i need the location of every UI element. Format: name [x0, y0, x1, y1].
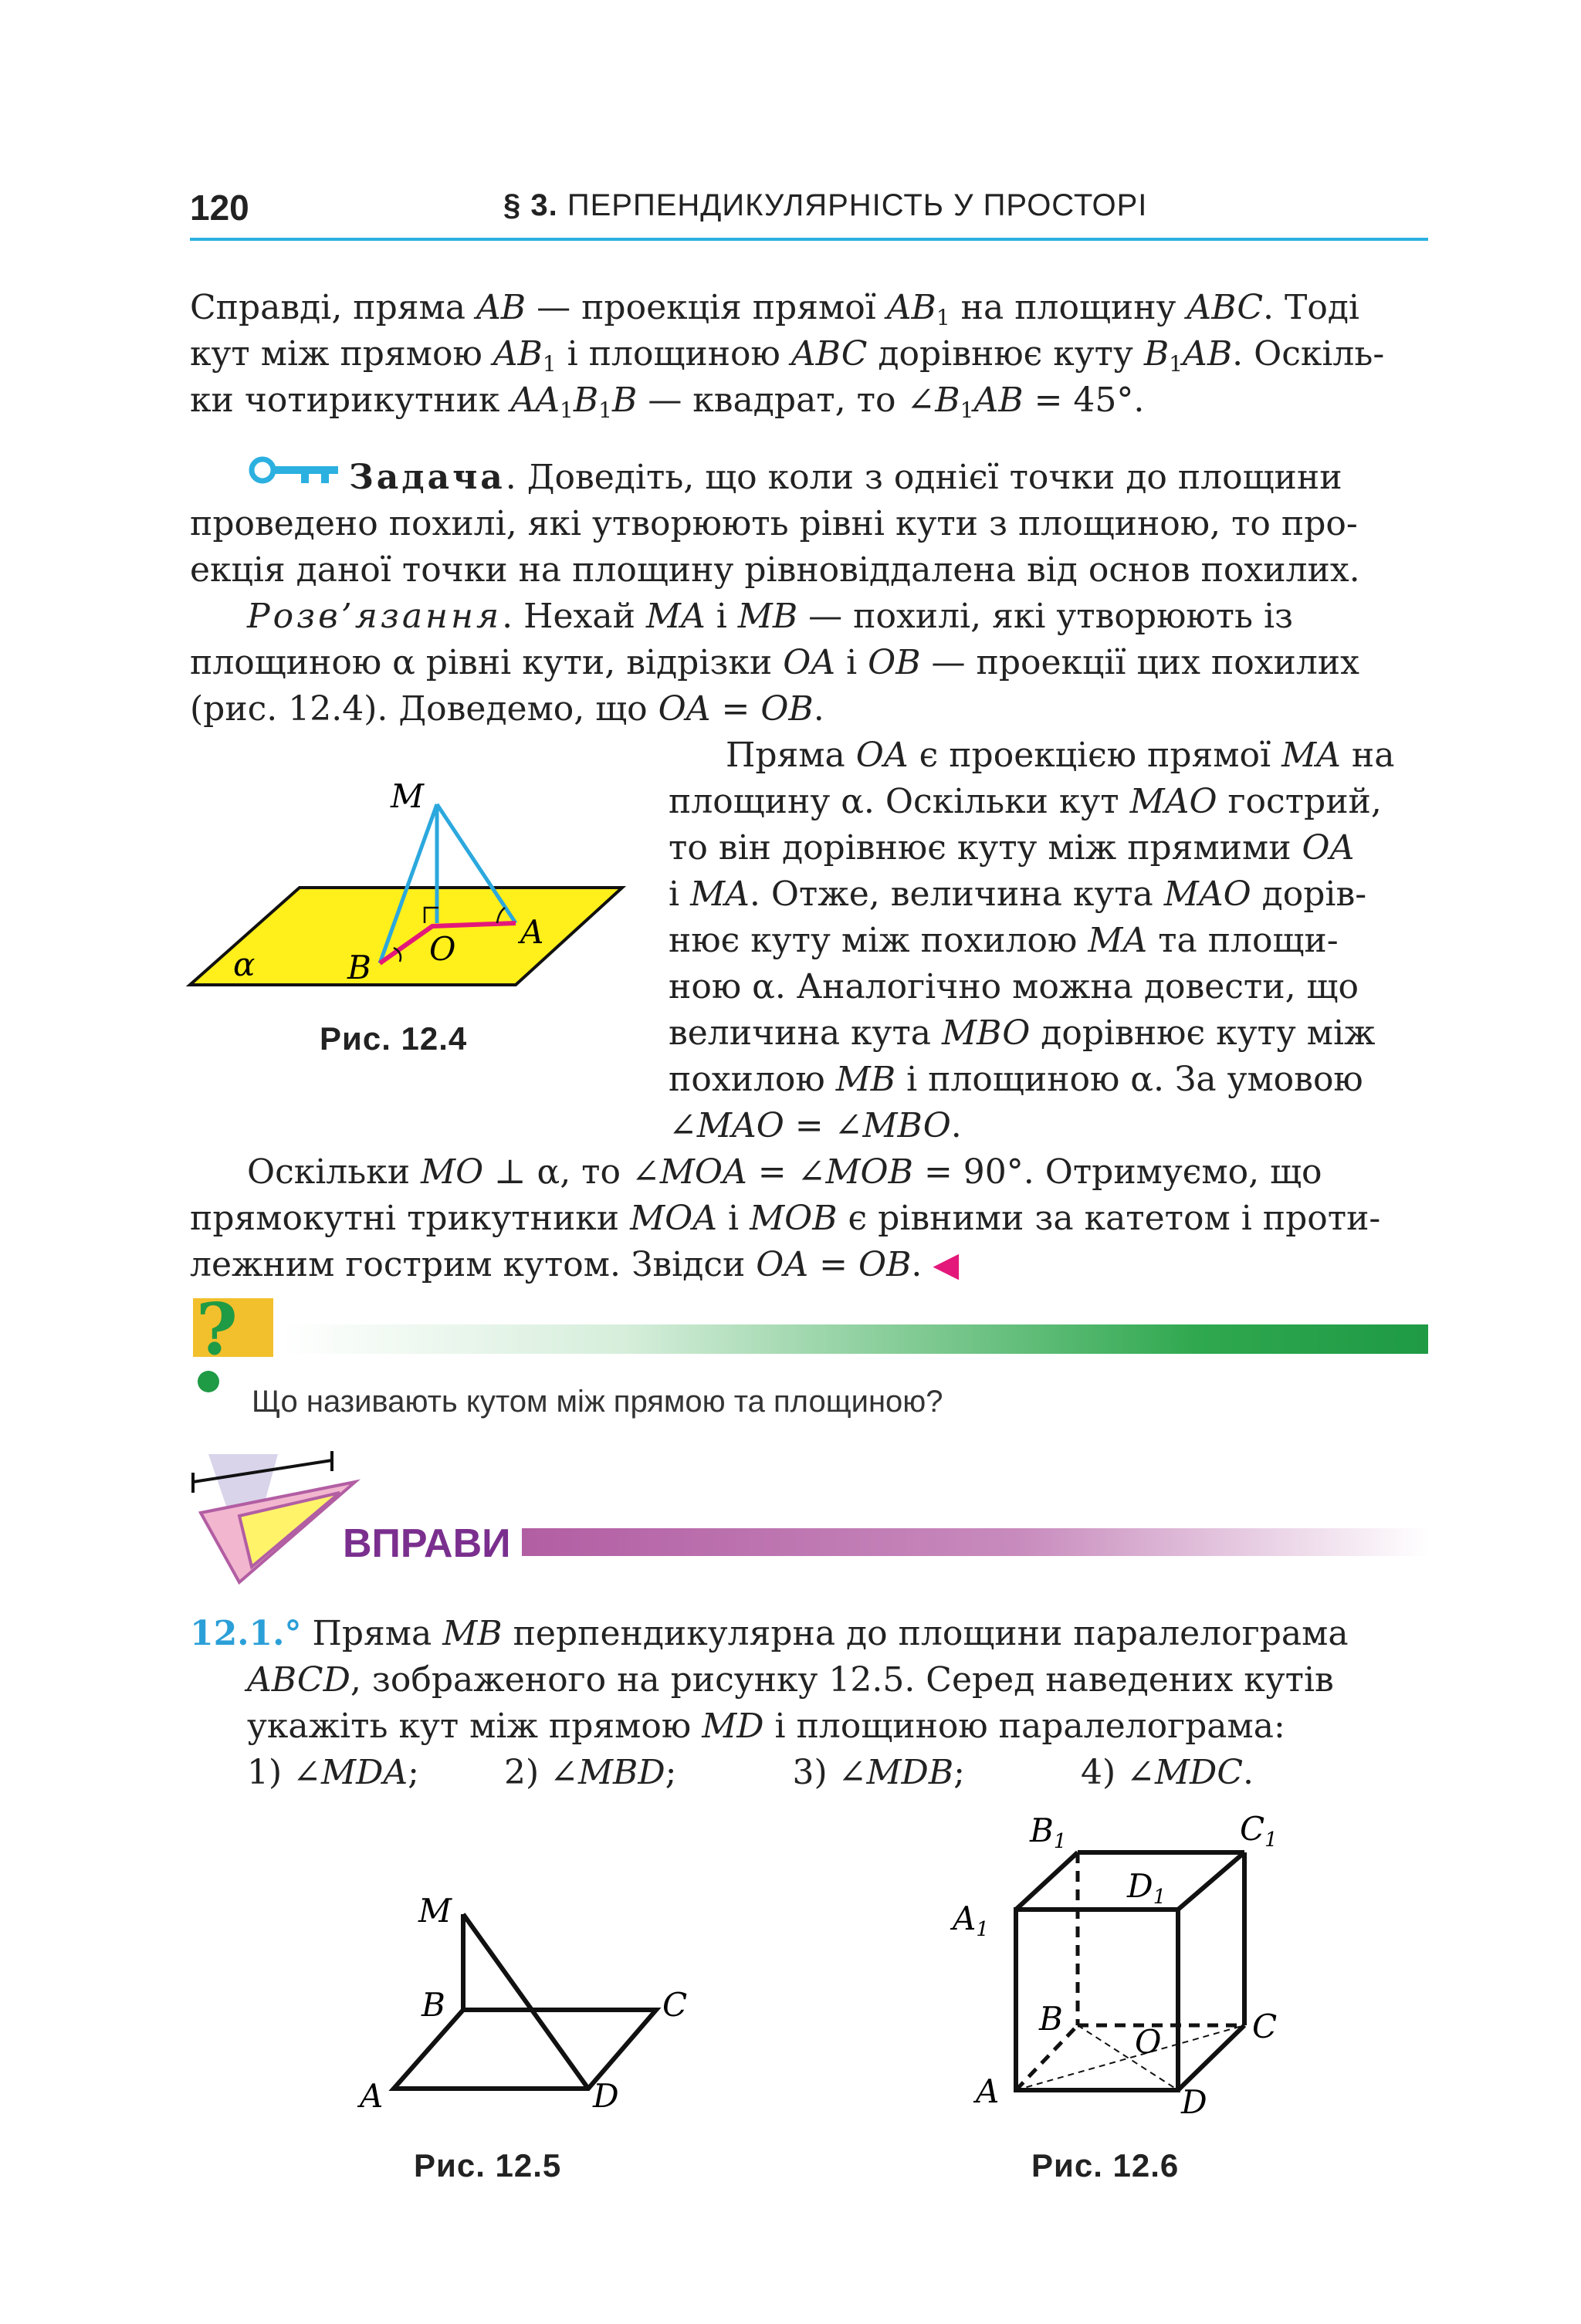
text-line: 12.1.° Пряма MB перпендикулярна до площини паралелограма — [190, 1614, 1349, 1653]
label-m: M — [418, 1892, 452, 1930]
label-a: A — [520, 913, 544, 951]
text-line: Задача. Доведіть, що коли з однієї точки до площини — [349, 458, 1342, 497]
label-c: C — [662, 1986, 688, 2024]
text-line: то він дорівнює куту між прямими OA — [669, 828, 1355, 868]
text-line: кут між прямою $AB_1$ і площиною ABC дорівнює куту $B_1AB$. Оскіль- — [190, 334, 1385, 377]
label-d1: D1 — [1127, 1867, 1166, 1909]
text-line: Оскільки MO ⊥ α, то ∠MOA = ∠MOB = 90°. Отримуємо, що — [247, 1152, 1322, 1192]
label-a: A — [976, 2072, 1000, 2110]
question-text: Що називають кутом між прямою та площиною? — [252, 1385, 943, 1419]
label-alpha: α — [233, 945, 256, 983]
label-a1: A1 — [953, 1899, 989, 1941]
label-o: O — [429, 930, 456, 968]
label-m: M — [391, 777, 425, 815]
key-icon — [247, 454, 341, 486]
caption-fig-12-6: Рис. 12.6 — [1031, 2147, 1180, 2184]
label-c: C — [1252, 2008, 1278, 2045]
label-b: B — [347, 949, 371, 986]
figure-12-4 — [185, 772, 633, 1019]
text-line: ною α. Аналогічно можна довести, що — [669, 967, 1359, 1006]
header-rule — [190, 238, 1428, 241]
question-bar — [279, 1324, 1428, 1354]
text-line: (рис. 12.4). Доведемо, що OA = OB. — [190, 689, 824, 729]
text-line: проведено похилі, які утворюють рівні кути з площиною, то про- — [190, 504, 1358, 543]
svg-text:?: ? — [196, 1298, 238, 1371]
caption-fig-12-5: Рис. 12.5 — [414, 2147, 562, 2184]
label-o: O — [1135, 2023, 1162, 2061]
exercise-number: 12.1.° — [190, 1614, 302, 1653]
section-symbol: § 3. — [503, 188, 558, 222]
text-line: площиною α рівні кути, відрізки OA і OB — проекції цих похилих — [190, 643, 1359, 682]
label-b: B — [1039, 2000, 1063, 2038]
text-line: 1) ∠MDA; 2) ∠MBD; 3) ∠MDB; 4) ∠MDC. — [247, 1753, 1254, 1792]
triangle-ruler-icon — [185, 1451, 363, 1590]
exercises-bar — [522, 1528, 1428, 1556]
text-line: прямокутні трикутники MOA і MOB є рівними за катетом і проти- — [190, 1199, 1381, 1238]
text-line: ABCD, зображеного на рисунку 12.5. Серед наведених кутів — [247, 1660, 1334, 1700]
caption-fig-12-4: Рис. 12.4 — [320, 1020, 468, 1057]
text-line: площину α. Оскільки кут MAO гострий, — [669, 782, 1382, 821]
text-line: екція даної точки на площину рівновіддалена від основ похилих. — [190, 550, 1360, 590]
section-title: ПЕРПЕНДИКУЛЯРНІСТЬ У ПРОСТОРІ — [567, 188, 1148, 222]
text-line: лежним гострим кутом. Звідси OA = OB. ◀ — [190, 1245, 960, 1284]
figure-12-6 — [950, 1806, 1305, 2115]
exercises-title: ВПРАВИ — [343, 1521, 511, 1566]
text-line: нює куту між похилою MA та площи- — [669, 921, 1339, 960]
label-b: B — [421, 1986, 445, 2024]
text-line: ∠MAO = ∠MBO. — [669, 1106, 962, 1145]
label-c1: C1 — [1240, 1810, 1278, 1852]
section-heading — [503, 188, 1147, 223]
text-line: укажіть кут між прямою MD і площиною паралелограма: — [247, 1707, 1285, 1746]
figure-12-5 — [352, 1883, 707, 2115]
text-line: величина кута MBO дорівнює куту між — [669, 1013, 1376, 1053]
label-d: D — [593, 2077, 619, 2115]
text-line: Справді, пряма AB — проекція прямої $AB_1$ на площину ABC. Тоді — [190, 288, 1359, 330]
label-d: D — [1181, 2083, 1207, 2115]
label-b1: B1 — [1030, 1812, 1067, 1853]
text-line: Розв’язання. Нехай MA і MB — похилі, які утворюють із — [247, 597, 1294, 636]
page-number: 120 — [190, 188, 249, 228]
label-a: A — [360, 2077, 384, 2115]
text-line: і MA. Отже, величина кута MAO дорів- — [669, 874, 1367, 914]
text-line: ки чотирикутник $AA_1B_1B$ — квадрат, то $\angle B_1AB = 45^\circ$. — [190, 381, 1145, 423]
text-line: Пряма OA є проекцією прямої MA на — [726, 736, 1395, 775]
text-line: похилою MB і площиною α. За умовою — [669, 1060, 1363, 1099]
